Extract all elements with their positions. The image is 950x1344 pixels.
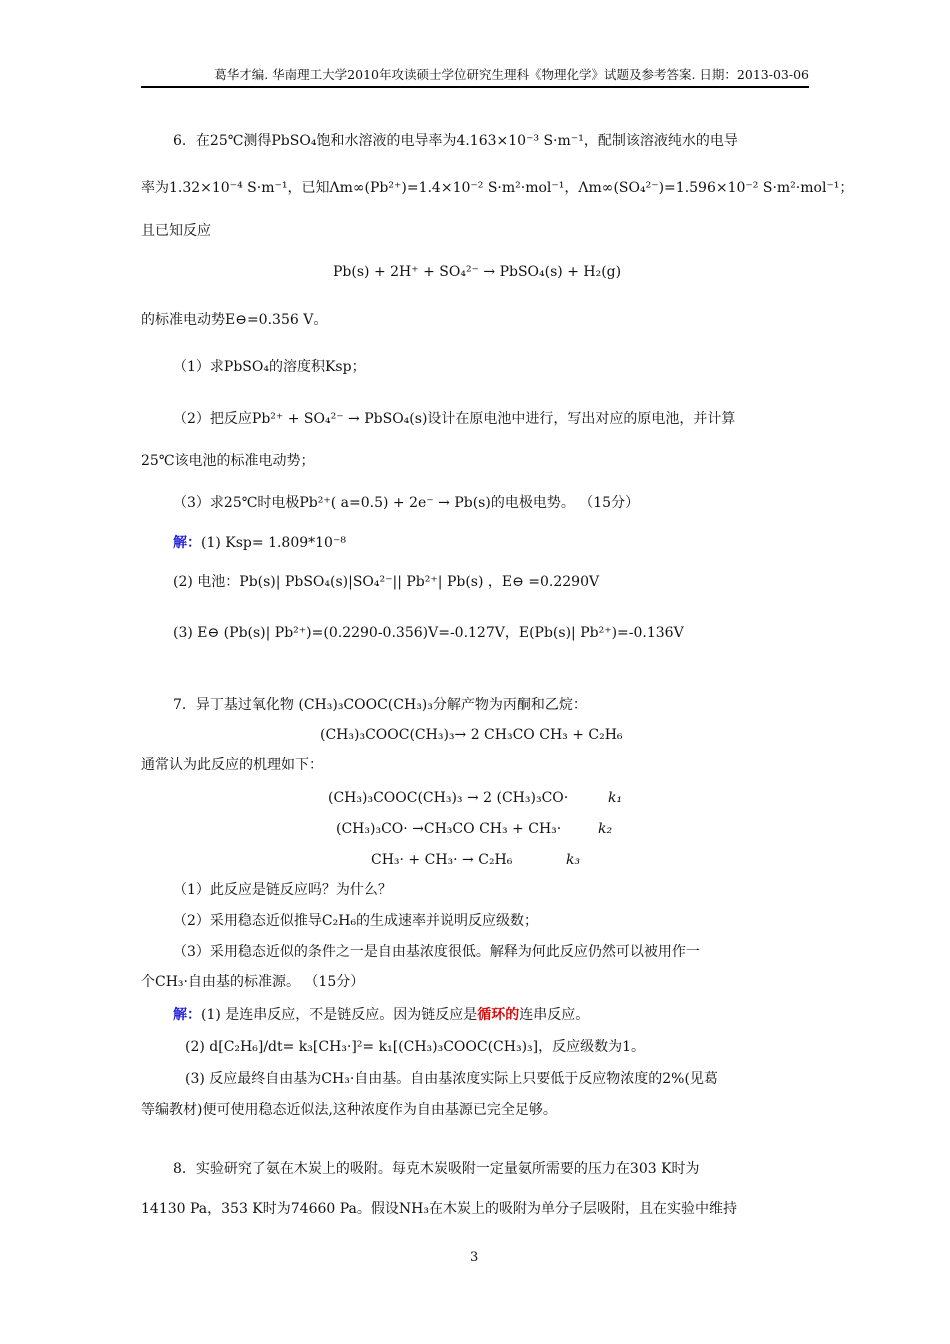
q7-solution-1-text-b: 连串反应。 [519,1007,590,1023]
q7-part-3a: （3）采用稳态近似的条件之一是自由基浓度很低。解释为何此反应仍然可以被用作一 [173,944,700,960]
q6-part-3: （3）求25℃时电极Pb²⁺( a=0.5) + 2e⁻ → Pb(s)的电极电势。 （15分） [173,495,640,511]
q7-solution-label: 解： [173,1007,201,1023]
q6-part-2b: 25℃该电池的标准电动势； [141,453,315,469]
q6-line-3: 且已知反应 [141,223,211,239]
q7-part-3b: 个CH₃·自由基的标准源。 （15分） [141,974,365,990]
q6-solution-3: (3) E⊖ (Pb(s)| Pb²⁺)=(0.2290-0.356)V=-0.127V，E(Pb(s)| Pb²⁺)=-0.136V [173,625,684,641]
q7-solution-1 [173,1005,589,1025]
q7-rate-constant-3: k₃ [566,852,581,868]
page-header: 葛华才编. 华南理工大学2010年攻读硕士学位研究生理科《物理化学》试题及参考答案. 日期：2013-03-06 [214,67,809,82]
q7-solution-2: (2) d[C₂H₆]/dt= k₃[CH₃·]²= k₁[(CH₃)₃COOC(CH₃)₃]，反应级数为1。 [185,1039,646,1055]
q6-solution-label: 解： [173,535,201,551]
q6-line-1: 6．在25℃测得PbSO₄饱和水溶液的电导率为4.163×10⁻³ S·m⁻¹，配制该溶液纯水的电导 [173,133,738,149]
q7-line-1: 7．异丁基过氧化物 (CH₃)₃COOC(CH₃)₃分解产物为丙酮和乙烷： [173,697,587,713]
header-rule [141,86,809,88]
q7-solution-1-highlight: 循环的 [477,1007,520,1023]
q7-solution-3a: (3) 反应最终自由基为CH₃·自由基。自由基浓度实际上只要低于反应物浓度的2%(见葛 [185,1071,718,1087]
q7-mechanism-step-2: (CH₃)₃CO· →CH₃CO CH₃ + CH₃· [336,821,562,837]
q6-line-4: 的标准电动势E⊖=0.356 V。 [141,312,328,328]
q7-mechanism-step-1: (CH₃)₃COOC(CH₃)₃ → 2 (CH₃)₃CO· [328,790,569,806]
q7-rate-constant-1: k₁ [608,790,623,806]
q7-part-2: （2）采用稳态近似推导C₂H₆的生成速率并说明反应级数； [173,913,539,929]
q6-line-2: 率为1.32×10⁻⁴ S·m⁻¹，已知Λm∞(Pb²⁺)=1.4×10⁻² S·m²·mol⁻¹，Λm∞(SO₄²⁻)=1.596×10⁻² S·m²·mol⁻¹； [141,180,854,196]
page-number: 3 [470,1250,479,1265]
q6-solution-1 [173,533,346,553]
q7-solution-3b: 等编教材)便可使用稳态近似法,这种浓度作为自由基源已完全足够。 [141,1102,557,1118]
q7-solution-1-text-a: (1) 是连串反应，不是链反应。因为链反应是 [201,1007,478,1023]
q7-rate-constant-2: k₂ [598,821,613,837]
q7-overall-equation: (CH₃)₃COOC(CH₃)₃→ 2 CH₃CO CH₃ + C₂H₆ [320,727,623,743]
q6-solution-2: (2) 电池：Pb(s)| PbSO₄(s)|SO₄²⁻|| Pb²⁺| Pb(s) ，E⊖ =0.2290V [173,574,600,590]
q6-part-2a: （2）把反应Pb²⁺ + SO₄²⁻ → PbSO₄(s)设计在原电池中进行，写出对应的原电池，并计算 [173,411,736,427]
q7-mechanism-step-3: CH₃· + CH₃· → C₂H₆ [371,852,513,868]
q8-line-1: 8．实验研究了氨在木炭上的吸附。每克木炭吸附一定量氨所需要的压力在303 K时为 [173,1161,700,1177]
q7-line-2: 通常认为此反应的机理如下： [141,757,323,773]
q6-part-1: （1）求PbSO₄的溶度积Ksp； [173,359,366,375]
q6-solution-1-text: (1) Ksp= 1.809*10⁻⁸ [201,535,346,551]
q7-part-1: （1）此反应是链反应吗？为什么？ [173,882,392,898]
q8-line-2: 14130 Pa，353 K时为74660 Pa。假设NH₃在木炭上的吸附为单分子层吸附，且在实验中维持 [141,1201,737,1217]
q6-reaction-equation: Pb(s) + 2H⁺ + SO₄²⁻ → PbSO₄(s) + H₂(g) [333,264,622,280]
